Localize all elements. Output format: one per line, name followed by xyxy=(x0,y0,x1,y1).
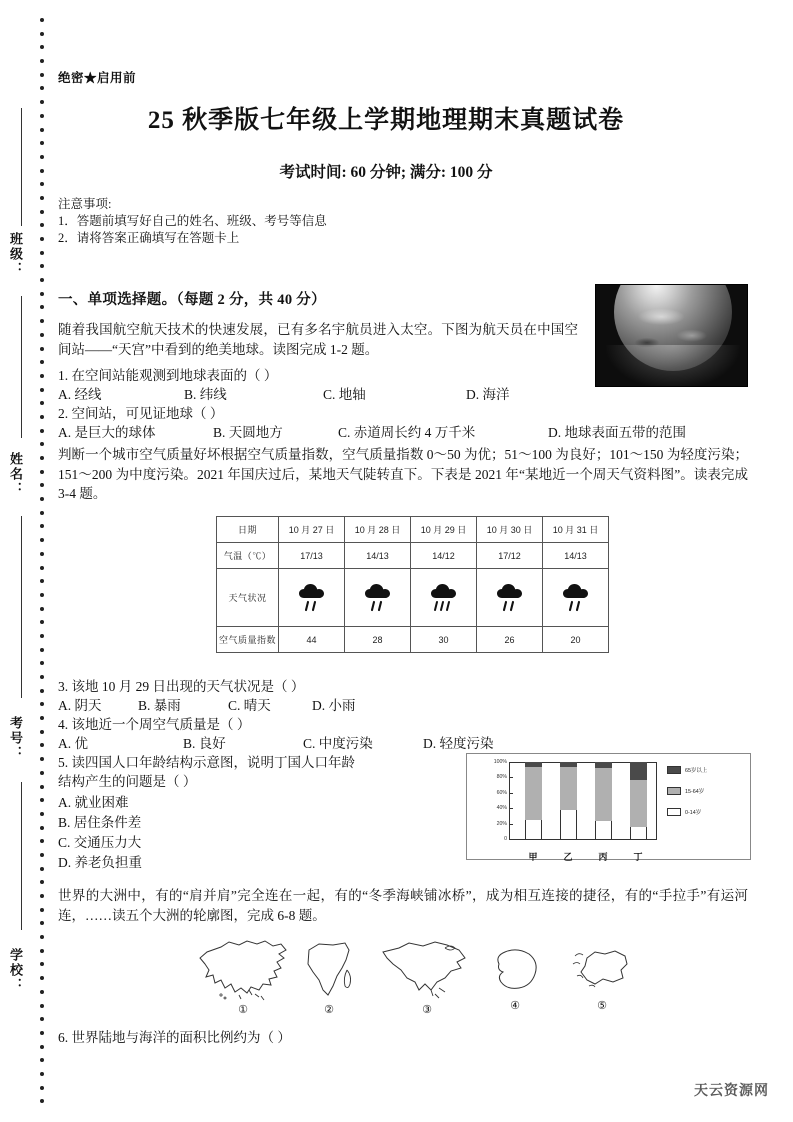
chart-seg-ding-0to14 xyxy=(630,827,647,839)
cell-weather-5 xyxy=(543,569,609,627)
cell-temp-2: 14/13 xyxy=(345,543,411,569)
margin-label-name: 姓名： xyxy=(8,452,23,497)
question-2-options xyxy=(58,423,758,443)
continent-item-2 xyxy=(299,940,359,1016)
continent-number-2: ② xyxy=(324,1004,334,1016)
legend-swatch-65plus xyxy=(667,766,681,774)
legend-label-15to64: 15-64岁 xyxy=(685,789,705,795)
chart-ytick-80: 80% xyxy=(497,774,510,780)
row-header-weather: 天气状况 xyxy=(217,569,279,627)
notes-block xyxy=(58,196,578,247)
continent-number-3: ③ xyxy=(422,1004,432,1016)
cell-weather-1 xyxy=(279,569,345,627)
chart-legend-item-0to14 xyxy=(667,808,707,816)
passage-air-quality: 判断一个城市空气质量好坏根据空气质量指数，空气质量指数 0～50 为优；51～100 为良好；101～150 为轻度污染；151～200 为中度污染。2021 年国庆过后，某地天气陡转直下。下表是 2021 年“某地近一个周天气资料图”。读表完成 3-4 题。 xyxy=(58,447,748,501)
chart-seg-yi-15to64 xyxy=(560,767,577,809)
question-1-option-d[interactable]: D. 海洋 xyxy=(466,387,510,402)
question-5-option-a[interactable]: A. 就业困难 xyxy=(58,795,129,810)
notes-item-1: 1．答题前填写好自己的姓名、班级、考号等信息 xyxy=(58,214,327,228)
chart-xtick-bing: 丙 xyxy=(598,852,608,862)
section-heading-multiple-choice: 一、单项选择题。（每题 2 分，共 40 分） xyxy=(58,292,326,308)
cell-aqi-3: 30 xyxy=(411,627,477,653)
cell-weather-4 xyxy=(477,569,543,627)
question-1-option-a[interactable]: A. 经线 xyxy=(58,387,102,402)
passage-space-station: 随着我国航空航天技术的快速发展，已有多名宇航员进入太空。下图为航天员在中国空间站——“天宫”中看到的绝美地球。读图完成 1-2 题。 xyxy=(58,322,578,357)
chart-plot-area xyxy=(493,759,657,862)
question-3-option-a[interactable]: A. 阴天 xyxy=(58,698,102,713)
chart-bar-ding xyxy=(630,762,647,839)
chart-legend-item-65plus xyxy=(667,766,707,774)
question-2-option-a[interactable]: A. 是巨大的球体 xyxy=(58,425,156,440)
cell-weather-3 xyxy=(411,569,477,627)
question-1-option-c[interactable]: C. 地轴 xyxy=(323,387,366,402)
question-5-stem-line1: 5. 读四国人口年龄结构示意图，说明丁国人口年龄 xyxy=(58,755,355,770)
continent-item-5 xyxy=(569,946,635,1012)
question-4-option-b[interactable]: B. 良好 xyxy=(183,736,226,751)
cell-date-3: 10 月 29 日 xyxy=(411,517,477,543)
continent-item-3 xyxy=(379,938,475,1016)
margin-rule-2 xyxy=(21,296,22,438)
question-4-option-a[interactable]: A. 优 xyxy=(58,736,88,751)
continent-number-5: ⑤ xyxy=(597,1000,607,1012)
chart-legend xyxy=(667,766,707,829)
chart-ytick-0: 0 xyxy=(504,836,510,842)
cell-temp-3: 14/12 xyxy=(411,543,477,569)
continent-number-4: ④ xyxy=(510,1000,520,1012)
question-4-option-c[interactable]: C. 中度污染 xyxy=(303,736,373,751)
chart-bar-yi xyxy=(560,762,577,839)
chart-xtick-ding: 丁 xyxy=(633,852,643,862)
legend-swatch-15to64 xyxy=(667,787,681,795)
weather-data-table xyxy=(216,516,609,653)
table-row-aqi xyxy=(217,627,609,653)
question-1-options xyxy=(58,385,578,405)
margin-label-school: 学校： xyxy=(8,948,23,993)
cell-temp-5: 14/13 xyxy=(543,543,609,569)
chart-seg-ding-15to64 xyxy=(630,780,647,828)
question-3-option-b[interactable]: B. 暴雨 xyxy=(138,698,181,713)
chart-ytick-100: 100% xyxy=(494,759,510,765)
chart-seg-bing-0to14 xyxy=(595,821,612,839)
question-1-option-b[interactable]: B. 纬线 xyxy=(184,387,227,402)
population-age-structure-chart xyxy=(466,753,751,860)
chart-xtick-yi: 乙 xyxy=(563,852,573,862)
chart-seg-jia-15to64 xyxy=(525,767,542,819)
passage-continents: 世界的大洲中，有的“肩并肩”完全连在一起，有的“冬季海峡铺冰桥”，成为相互连接的捷径，有的“手拉手”有运河连，……读五个大洲的轮廓图，完成 6-8 题。 xyxy=(58,888,748,923)
cell-temp-1: 17/13 xyxy=(279,543,345,569)
question-4-stem: 4. 该地近一个周空气质量是（ ） xyxy=(58,717,251,732)
chart-seg-bing-15to64 xyxy=(595,768,612,821)
row-header-temperature: 气温（℃） xyxy=(217,543,279,569)
margin-rule-4 xyxy=(21,782,22,930)
exam-info: 考试时间: 60 分钟; 满分: 100 分 xyxy=(279,164,493,181)
question-2-stem: 2. 空间站，可见证地球（ ） xyxy=(58,406,224,421)
continent-outline-figure xyxy=(191,938,651,1026)
chart-legend-item-15to64 xyxy=(667,787,707,795)
question-4-options xyxy=(58,734,518,754)
earth-limb-glow xyxy=(606,345,740,387)
asia-outline-icon xyxy=(191,938,295,1002)
question-6-stem: 6. 世界陆地与海洋的面积比例约为（ ） xyxy=(58,1030,291,1045)
notes-item-2: 2．请将答案正确填写在答题卡上 xyxy=(58,231,240,245)
legend-label-0to14: 0-14岁 xyxy=(685,810,702,816)
chart-seg-ding-65plus xyxy=(630,762,647,780)
question-2-option-d[interactable]: D. 地球表面五带的范围 xyxy=(548,425,686,440)
cell-aqi-2: 28 xyxy=(345,627,411,653)
margin-rule-3 xyxy=(21,516,22,698)
question-5-option-c[interactable]: C. 交通压力大 xyxy=(58,835,142,850)
cell-temp-4: 17/12 xyxy=(477,543,543,569)
continent-item-1 xyxy=(191,938,295,1016)
page-title: 25 秋季版七年级上学期地理期末真题试卷 xyxy=(147,107,625,134)
margin-label-exam-number: 考号： xyxy=(8,716,23,761)
chart-bar-jia xyxy=(525,762,542,839)
question-5-stem-line2: 结构产生的问题是（ ） xyxy=(58,774,197,789)
cell-date-2: 10 月 28 日 xyxy=(345,517,411,543)
question-2-option-c[interactable]: C. 赤道周长约 4 万千米 xyxy=(338,425,476,440)
rain-cloud-icon xyxy=(361,582,395,614)
question-4-option-d[interactable]: D. 轻度污染 xyxy=(423,736,494,751)
chart-ytick-20: 20% xyxy=(497,821,510,827)
question-3-option-c[interactable]: C. 晴天 xyxy=(228,698,271,713)
rain-cloud-icon xyxy=(295,582,329,614)
question-3-option-d[interactable]: D. 小雨 xyxy=(312,698,356,713)
cell-aqi-1: 44 xyxy=(279,627,345,653)
continent-number-1: ① xyxy=(238,1004,248,1016)
cell-aqi-4: 26 xyxy=(477,627,543,653)
row-header-date: 日期 xyxy=(217,517,279,543)
chart-xtick-jia: 甲 xyxy=(528,852,538,862)
question-3-stem: 3. 该地 10 月 29 日出现的天气状况是（ ） xyxy=(58,679,305,694)
cell-aqi-5: 20 xyxy=(543,627,609,653)
continent-item-4 xyxy=(487,946,543,1012)
question-2-option-b[interactable]: B. 天圆地方 xyxy=(213,425,283,440)
earth-photo xyxy=(595,284,748,387)
rain-cloud-icon xyxy=(493,582,527,614)
margin-label-class: 班级： xyxy=(8,232,23,277)
chart-seg-jia-0to14 xyxy=(525,820,542,839)
legend-swatch-0to14 xyxy=(667,808,681,816)
question-5-option-d[interactable]: D. 养老负担重 xyxy=(58,855,142,870)
binding-dotted-line xyxy=(40,18,44,1104)
north-america-outline-icon xyxy=(379,938,475,1002)
cell-date-4: 10 月 30 日 xyxy=(477,517,543,543)
legend-label-65plus: 65岁以上 xyxy=(685,768,708,774)
heavy-rain-cloud-icon xyxy=(427,582,461,614)
question-1-stem: 1. 在空间站能观测到地球表面的（ ） xyxy=(58,368,278,383)
table-row-weather xyxy=(217,569,609,627)
watermark: 天云资源网 xyxy=(694,1084,769,1099)
cell-date-5: 10 月 31 日 xyxy=(543,517,609,543)
chart-seg-yi-0to14 xyxy=(560,810,577,839)
chart-ytick-40: 40% xyxy=(497,805,510,811)
cell-weather-2 xyxy=(345,569,411,627)
europe-outline-icon xyxy=(569,946,635,998)
rain-cloud-icon xyxy=(559,582,593,614)
africa-outline-icon xyxy=(299,940,359,1002)
chart-bar-bing xyxy=(595,762,612,839)
row-header-aqi: 空气质量指数 xyxy=(217,627,279,653)
notes-heading: 注意事项: xyxy=(58,197,112,211)
chart-ytick-60: 60% xyxy=(497,790,510,796)
cell-date-1: 10 月 27 日 xyxy=(279,517,345,543)
table-row-dates xyxy=(217,517,609,543)
table-row-temperature xyxy=(217,543,609,569)
secret-mark: 绝密★启用前 xyxy=(58,71,137,85)
margin-rule-1 xyxy=(21,108,22,226)
question-3-options xyxy=(58,696,478,716)
antarctica-outline-icon xyxy=(487,946,543,998)
question-5-option-b[interactable]: B. 居住条件差 xyxy=(58,815,142,830)
